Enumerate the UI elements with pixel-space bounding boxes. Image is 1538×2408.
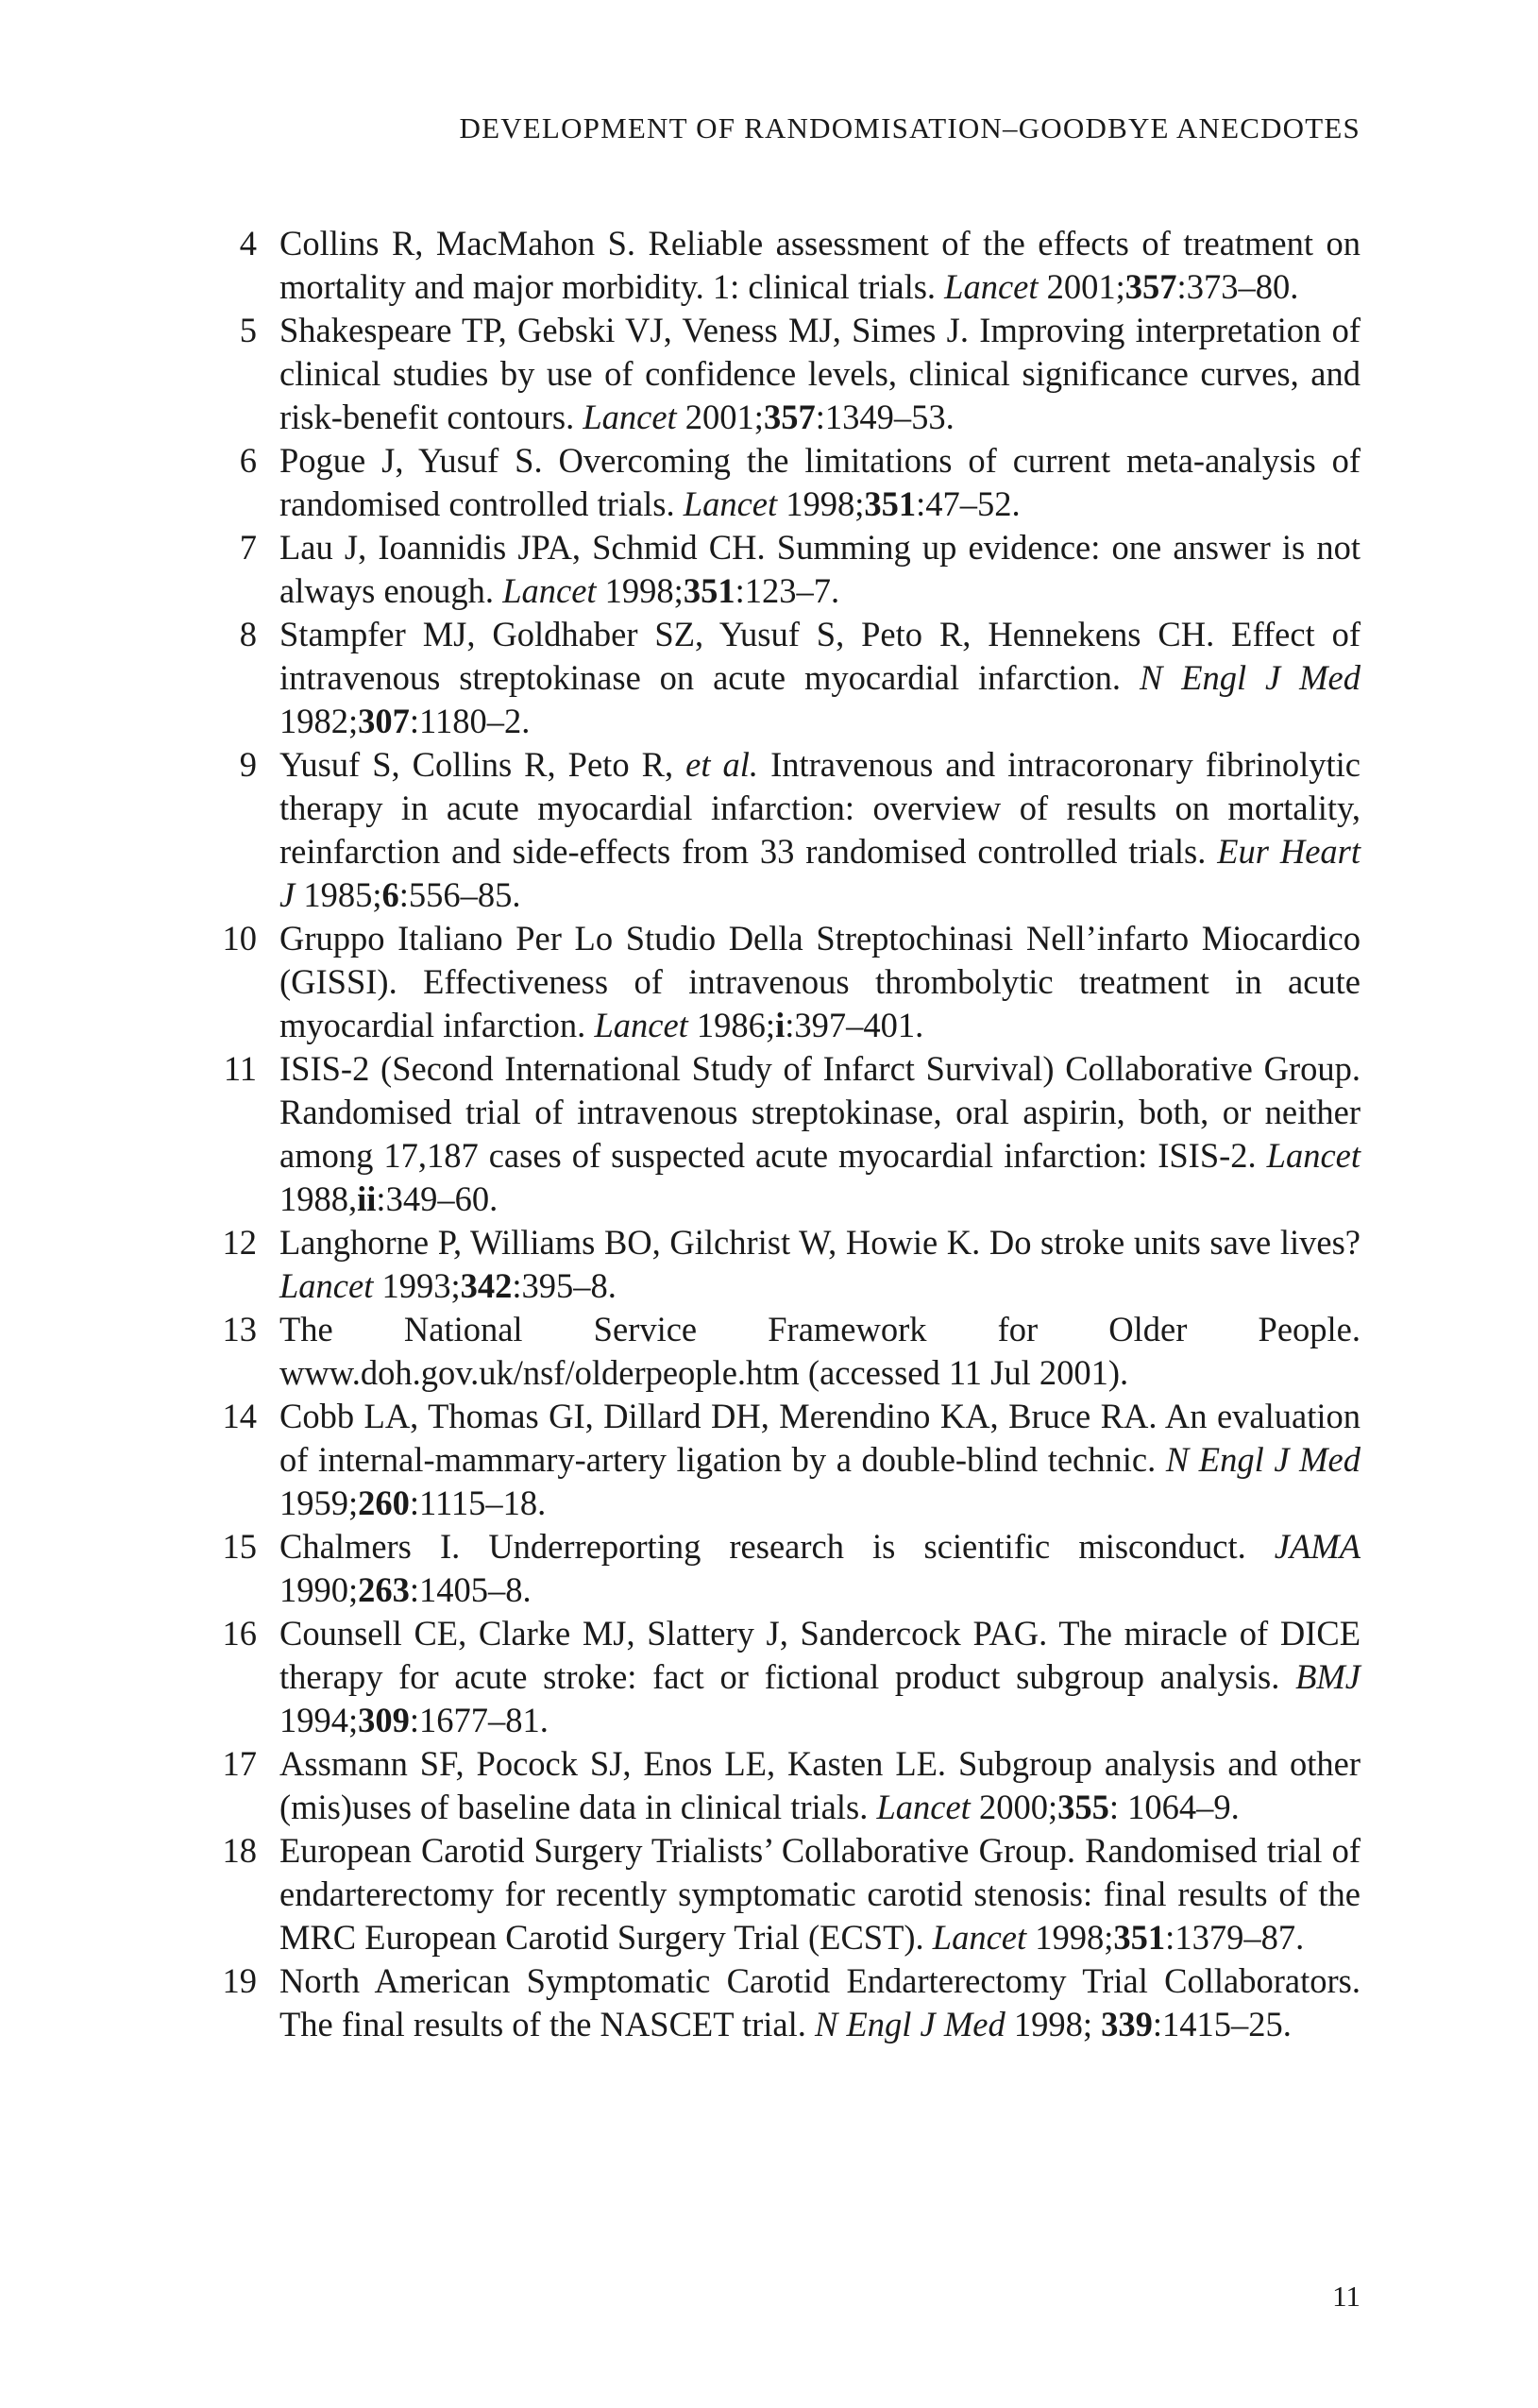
reference-segment: Intravenous and intracoronary fibrinolytic therapy in acute myocardial infarction: overview of results on mortality, reinfarction and side-effects from 33 randomised controlled trials.	[279, 745, 1361, 871]
reference-segment: The National Service Framework for Older People. www.doh.gov.uk/nsf/olderpeople.htm (accessed 11 Jul 2001).	[279, 1310, 1361, 1392]
reference-number: 11	[223, 1049, 257, 1088]
journal-title: et al.	[685, 745, 759, 784]
reference-item	[194, 743, 1361, 917]
reference-text	[279, 441, 1361, 523]
reference-segment: Collins R, MacMahon S. Reliable assessment of the effects of treatment on mortality and major morbidity. 1: clinical trials.	[279, 224, 1361, 306]
reference-segment: Yusuf S, Collins R, Peto R,	[279, 745, 686, 784]
reference-segment: Stampfer MJ, Goldhaber SZ, Yusuf S, Peto R, Hennekens CH. Effect of intravenous streptokinase on acute myocardial infarction.	[279, 615, 1361, 697]
journal-title: Eur Heart J	[279, 832, 1361, 914]
reference-list	[194, 222, 1361, 2046]
journal-title: N Engl J Med	[1139, 658, 1361, 697]
reference-item	[194, 222, 1361, 309]
reference-text	[279, 745, 1361, 914]
reference-segment: 1998;	[596, 571, 684, 610]
reference-segment: 1982;	[279, 702, 359, 740]
reference-segment: 2001;	[1038, 267, 1125, 306]
reference-number: 7	[239, 528, 257, 567]
reference-segment: 1988,	[279, 1179, 358, 1218]
reference-segment: :556–85.	[398, 875, 521, 914]
reference-number: 12	[222, 1223, 257, 1262]
reference-number: 14	[222, 1397, 257, 1435]
reference-item	[194, 1308, 1361, 1395]
reference-text	[279, 1744, 1361, 1826]
reference-text	[279, 528, 1361, 610]
journal-title: Lancet	[279, 1266, 374, 1305]
volume-number: i	[775, 1006, 786, 1044]
journal-title: JAMA	[1274, 1527, 1361, 1566]
reference-text	[279, 224, 1361, 306]
reference-segment: :1405–8.	[409, 1570, 532, 1609]
reference-segment: 1993;	[373, 1266, 461, 1305]
volume-number: 339	[1101, 2005, 1153, 2043]
reference-segment: 1998;	[1005, 2005, 1102, 2043]
reference-segment: :1415–25.	[1152, 2005, 1292, 2043]
reference-segment: :1180–2.	[409, 702, 531, 740]
reference-number: 16	[222, 1614, 257, 1653]
reference-segment: :1349–53.	[815, 398, 955, 436]
volume-number: 309	[358, 1701, 410, 1739]
reference-text	[279, 1527, 1361, 1609]
reference-item	[194, 613, 1361, 743]
reference-segment: 1985;	[295, 875, 382, 914]
reference-text	[279, 1831, 1361, 1957]
journal-title: Lancet	[683, 484, 778, 523]
reference-segment: Shakespeare TP, Gebski VJ, Veness MJ, Simes J. Improving interpretation of clinical studies by use of confidence levels, clinical significance curves, and risk-benefit contours.	[279, 311, 1361, 436]
reference-segment: 1990;	[279, 1570, 359, 1609]
reference-item	[194, 1047, 1361, 1221]
reference-number: 10	[222, 919, 257, 958]
reference-text	[279, 1310, 1361, 1392]
reference-segment: Pogue J, Yusuf S. Overcoming the limitations of current meta-analysis of randomised controlled trials.	[279, 441, 1361, 523]
journal-title: Lancet	[583, 398, 677, 436]
reference-item	[194, 439, 1361, 526]
reference-segment: Counsell CE, Clarke MJ, Slattery J, Sandercock PAG. The miracle of DICE therapy for acute stroke: fact or fictional product subgroup analysis.	[279, 1614, 1361, 1696]
reference-segment: Langhorne P, Williams BO, Gilchrist W, Howie K. Do stroke units save lives?	[279, 1223, 1361, 1262]
reference-item	[194, 1221, 1361, 1308]
reference-text	[279, 1049, 1361, 1218]
reference-number: 5	[239, 311, 257, 349]
volume-number: 6	[381, 875, 399, 914]
reference-segment: :373–80.	[1176, 267, 1299, 306]
reference-number: 17	[222, 1744, 257, 1783]
page-number: 11	[1332, 2280, 1361, 2313]
reference-segment: :349–60.	[376, 1179, 499, 1218]
reference-segment: European Carotid Surgery Trialists’ Collaborative Group. Randomised trial of endarterectomy for recently symptomatic carotid stenosis: final results of the MRC European Carotid Surgery Trial (ECST).	[279, 1831, 1361, 1957]
reference-text	[279, 1397, 1361, 1522]
reference-segment: 1959;	[279, 1484, 359, 1522]
volume-number: 351	[864, 484, 917, 523]
reference-number: 9	[239, 745, 257, 784]
journal-title: BMJ	[1295, 1657, 1361, 1696]
reference-text	[279, 311, 1361, 436]
reference-segment: 1994;	[279, 1701, 359, 1739]
reference-segment: Gruppo Italiano Per Lo Studio Della Streptochinasi Nell’infarto Miocardico (GISSI). Effectiveness of intravenous thrombolytic treatment in acute myocardial infarction.	[279, 919, 1361, 1044]
reference-segment: :1379–87.	[1165, 1918, 1305, 1957]
reference-segment: Assmann SF, Pocock SJ, Enos LE, Kasten LE. Subgroup analysis and other (mis)uses of baseline data in clinical trials.	[279, 1744, 1361, 1826]
reference-item	[194, 1525, 1361, 1612]
reference-number: 13	[222, 1310, 257, 1348]
reference-item	[194, 309, 1361, 439]
volume-number: 357	[763, 398, 816, 436]
running-head: DEVELOPMENT OF RANDOMISATION–GOODBYE ANECDOTES	[459, 111, 1361, 144]
reference-item	[194, 917, 1361, 1047]
reference-segment: North American Symptomatic Carotid Endarterectomy Trial Collaborators. The final results of the NASCET trial.	[279, 1961, 1361, 2043]
journal-title: Lancet	[932, 1918, 1027, 1957]
reference-number: 19	[222, 1961, 257, 2000]
reference-item	[194, 526, 1361, 613]
volume-number: 263	[358, 1570, 410, 1609]
volume-number: 260	[358, 1484, 410, 1522]
reference-text	[279, 919, 1361, 1044]
reference-number: 8	[239, 615, 257, 653]
volume-number: 357	[1124, 267, 1177, 306]
journal-title: N Engl J Med	[815, 2005, 1006, 2043]
volume-number: 342	[460, 1266, 513, 1305]
reference-item	[194, 1612, 1361, 1742]
reference-segment: : 1064–9.	[1108, 1788, 1240, 1826]
volume-number: ii	[357, 1179, 377, 1218]
reference-segment: 1998;	[1026, 1918, 1114, 1957]
journal-title: Lancet	[594, 1006, 688, 1044]
reference-text	[279, 615, 1361, 740]
journal-title: Lancet	[1266, 1136, 1361, 1175]
reference-text	[279, 1614, 1361, 1739]
journal-title: Lancet	[944, 267, 1039, 306]
reference-item	[194, 1395, 1361, 1525]
reference-number: 15	[222, 1527, 257, 1566]
journal-title: N Engl J Med	[1165, 1440, 1361, 1479]
reference-segment: Lau J, Ioannidis JPA, Schmid CH. Summing up evidence: one answer is not always enough.	[279, 528, 1361, 610]
journal-title: Lancet	[876, 1788, 971, 1826]
reference-number: 18	[222, 1831, 257, 1870]
reference-segment: 1986;	[687, 1006, 776, 1044]
reference-segment: ISIS-2 (Second International Study of Infarct Survival) Collaborative Group. Randomised trial of intravenous streptokinase, oral aspirin, both, or neither among 17,187 cases of suspected acute myocardial infarction: ISIS-2.	[279, 1049, 1361, 1175]
reference-number: 6	[239, 441, 257, 480]
reference-segment: 2001;	[676, 398, 764, 436]
reference-segment: Cobb LA, Thomas GI, Dillard DH, Merendino KA, Bruce RA. An evaluation of internal-mammary-artery ligation by a double-blind technic.	[279, 1397, 1361, 1479]
volume-number: 307	[358, 702, 410, 740]
volume-number: 351	[683, 571, 735, 610]
reference-segment: 2000;	[970, 1788, 1058, 1826]
reference-text	[279, 1961, 1361, 2043]
reference-item	[194, 1829, 1361, 1959]
journal-title: Lancet	[502, 571, 597, 610]
reference-segment: :123–7.	[735, 571, 840, 610]
reference-segment: :1115–18.	[409, 1484, 547, 1522]
reference-number: 4	[239, 224, 257, 263]
volume-number: 355	[1057, 1788, 1109, 1826]
reference-item	[194, 1959, 1361, 2046]
reference-segment: :1677–81.	[409, 1701, 549, 1739]
reference-segment: :395–8.	[512, 1266, 617, 1305]
reference-segment: 1998;	[777, 484, 865, 523]
reference-segment: Chalmers I. Underreporting research is scientific misconduct.	[279, 1527, 1275, 1566]
volume-number: 351	[1113, 1918, 1166, 1957]
reference-segment: :47–52.	[916, 484, 1021, 523]
reference-item	[194, 1742, 1361, 1829]
reference-segment: :397–401.	[785, 1006, 924, 1044]
reference-text	[279, 1223, 1361, 1305]
